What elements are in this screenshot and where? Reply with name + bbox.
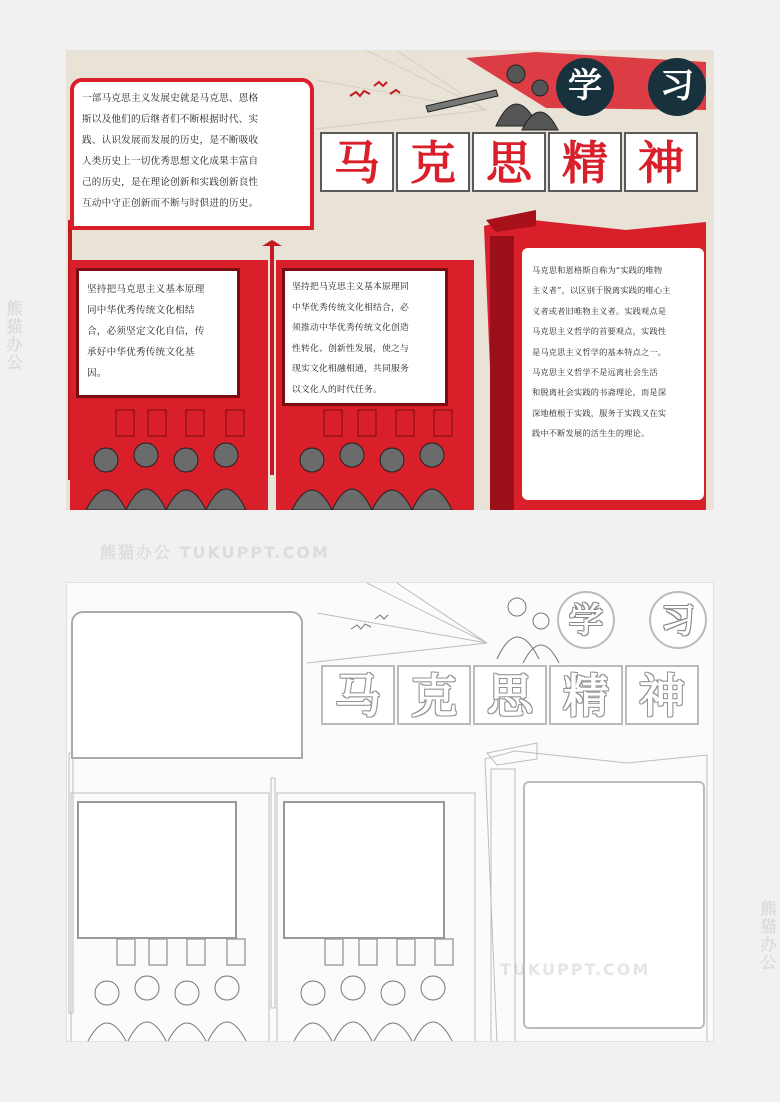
left-card-text: 坚持把马克思主义基本原理 同中华优秀传统文化相结 合，必须坚定文化自信，传 承好中华优秀传统文化基 因。 bbox=[87, 284, 205, 379]
middle-card bbox=[282, 268, 448, 406]
title-char: 马 bbox=[320, 132, 394, 192]
color-poster bbox=[66, 50, 714, 510]
watermark: 熊猫办公 bbox=[758, 900, 777, 972]
title-char: 思 bbox=[473, 665, 547, 725]
watermark: TUKUPPT.COM bbox=[500, 960, 651, 979]
title-char: 精 bbox=[549, 665, 623, 725]
blank-left-card bbox=[77, 801, 237, 939]
intro-card bbox=[70, 78, 314, 230]
right-card bbox=[522, 248, 704, 500]
blank-intro-card bbox=[71, 611, 303, 759]
right-card-text: 马克思和恩格斯自称为“实践的唯物 主义者”，以区别于脱离实践的唯心主 义者或者旧唯物主义者。实践观点是 马克思主义哲学的首要观点，实践性 是马克思主义哲学的基本特点之一。 马克思主义哲学不是远离社会生活 和脱离社会实践的书斋理论，而是深 深地植根于实践，服务于实践又在实 践中不断发展的活生生的理论。 bbox=[532, 265, 671, 439]
title-char: 神 bbox=[624, 132, 698, 192]
title-char: 克 bbox=[397, 665, 471, 725]
title-char: 神 bbox=[625, 665, 699, 725]
middle-card-text: 坚持把马克思主义基本原理同 中华优秀传统文化相结合，必 须推动中华优秀传统文化创造 性转化、创新性发展，使之与 现实文化相融相通，共同服务 以文化人的时代任务。 bbox=[292, 282, 409, 395]
badge-xi-outline: 习 bbox=[649, 591, 707, 649]
title-char: 思 bbox=[472, 132, 546, 192]
badge-xue-outline: 学 bbox=[557, 591, 615, 649]
badge-xi: 习 bbox=[648, 58, 706, 116]
blank-middle-card bbox=[283, 801, 445, 939]
badge-xue: 学 bbox=[556, 58, 614, 116]
title-char: 马 bbox=[321, 665, 395, 725]
watermark: 熊猫办公 TUKUPPT.COM bbox=[100, 543, 330, 562]
watermark: 熊猫办公 bbox=[4, 300, 23, 372]
title-char: 克 bbox=[396, 132, 470, 192]
title-char: 精 bbox=[548, 132, 622, 192]
left-card bbox=[76, 268, 240, 398]
intro-text: 一部马克思主义发展史就是马克思、恩格 斯以及他们的后继者们不断根据时代、实 践、认识发展而发展的历史，是不断吸收 人类历史上一切优秀思想文化成果丰富自 己的历史，是在理论创新和实践创新良性 互动中守正创新而不断与时俱进的历史。 bbox=[82, 93, 259, 209]
blank-right-card bbox=[523, 781, 705, 1029]
